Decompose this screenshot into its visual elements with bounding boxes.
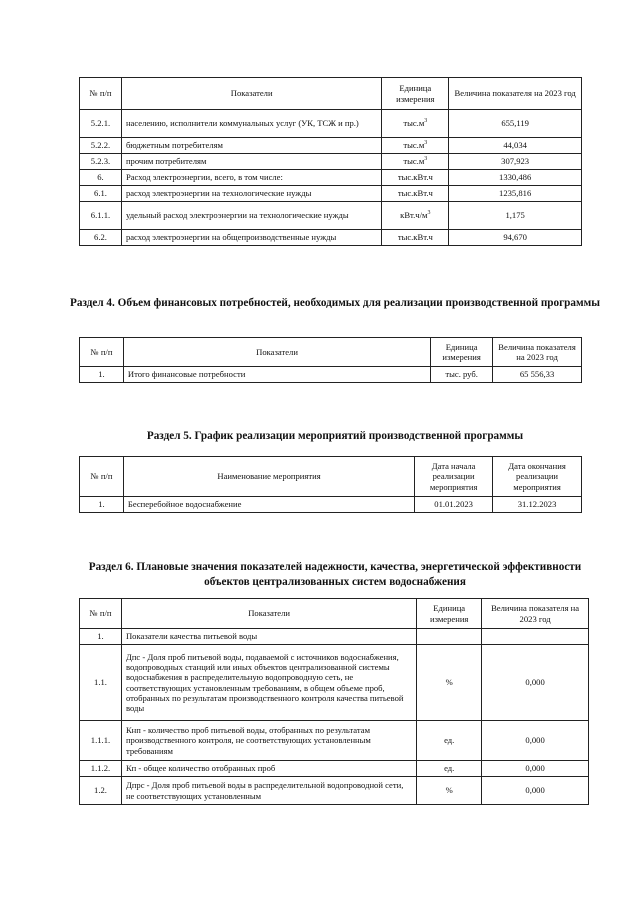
row-num: 1.1. [80, 645, 122, 721]
row-unit: ед. [417, 761, 482, 777]
row-num: 1.1.2. [80, 761, 122, 777]
section-5-title: Раздел 5. График реализации мероприятий производственной программы [146, 430, 524, 442]
row-name: Дпрс - Доля проб питьевой воды в распределительной водопроводной сети, не соответствующих установленным [121, 777, 416, 805]
table-row [80, 186, 582, 202]
row-num: 5.2.2. [80, 138, 122, 154]
row-name: Расход электроэнергии, всего, в том числе: [121, 170, 381, 186]
table-row [80, 110, 582, 138]
row-name: бюджетным потребителям [121, 138, 381, 154]
row-num: 1.2. [80, 777, 122, 805]
table-row [80, 154, 582, 170]
row-value: 655,119 [449, 110, 582, 138]
row-name: Итого финансовые потребности [123, 367, 430, 383]
table-row [80, 497, 582, 513]
row-name: прочим потребителям [121, 154, 381, 170]
row-value: 307,923 [449, 154, 582, 170]
table-row [80, 629, 589, 645]
row-num: 1. [80, 629, 122, 645]
row-unit: $тыс.м^3$ [382, 138, 449, 154]
row-value: 1235,816 [449, 186, 582, 202]
financial-needs-table [79, 337, 582, 383]
table-row [80, 230, 582, 246]
col-indicator-header: Показатели [121, 78, 381, 110]
row-value: 0,000 [482, 645, 589, 721]
table-row [80, 721, 589, 761]
row-num: 1.1.1. [80, 721, 122, 761]
row-num: 5.2.1. [80, 110, 122, 138]
row-value: 94,670 [449, 230, 582, 246]
row-value: 0,000 [482, 761, 589, 777]
row-value: 1330,486 [449, 170, 582, 186]
row-unit: тыс.кВт.ч [382, 186, 449, 202]
col-indicator-header: Показатели [121, 599, 416, 629]
row-num: 5.2.3. [80, 154, 122, 170]
row-unit: тыс.кВт.ч [382, 170, 449, 186]
table-header-row [80, 599, 589, 629]
row-value: 0,000 [482, 777, 589, 805]
row-num: 1. [80, 367, 124, 383]
row-unit: $тыс.м^3$ [382, 110, 449, 138]
table-row [80, 645, 589, 721]
row-unit: % [417, 645, 482, 721]
row-name: расход электроэнергии на общепроизводственные нужды [121, 230, 381, 246]
col-end-header: Дата окончания реализации мероприятия [493, 457, 582, 497]
row-num: 6. [80, 170, 122, 186]
table-row [80, 367, 582, 383]
row-unit: тыс. руб. [431, 367, 493, 383]
col-value-header: Величина показателя на 2023 год [449, 78, 582, 110]
row-unit: $тыс.м^3$ [382, 154, 449, 170]
col-num-header: № п/п [80, 457, 124, 497]
table-row [80, 761, 589, 777]
row-name: Кп - общее количество отобранных проб [121, 761, 416, 777]
col-indicator-header: Показатели [123, 338, 430, 367]
reliability-quality-table [79, 598, 589, 805]
row-num: 6.1.1. [80, 202, 122, 230]
row-value: 1,175 [449, 202, 582, 230]
col-value-header: Величина показателя на 2023 год [482, 599, 589, 629]
col-num-header: № п/п [80, 599, 122, 629]
col-unit-header: Единица измерения [382, 78, 449, 110]
table-header-row [80, 457, 582, 497]
col-event-header: Наименование мероприятия [123, 457, 414, 497]
col-num-header: № п/п [80, 338, 124, 367]
table-row [80, 202, 582, 230]
section-4-title: Раздел 4. Объем финансовых потребностей, необходимых для реализации производственной программы [70, 297, 600, 309]
schedule-table [79, 456, 582, 513]
col-unit-header: Единица измерения [431, 338, 493, 367]
table-header-row [80, 78, 582, 110]
section-6-title: Раздел 6. Плановые значения показателей надежности, качества, энергетической эффективности объектов централизованных систем водоснабжения [88, 561, 582, 588]
table-row [80, 777, 589, 805]
row-num: 6.1. [80, 186, 122, 202]
row-name: расход электроэнергии на технологические нужды [121, 186, 381, 202]
row-value: 0,000 [482, 721, 589, 761]
row-unit: % [417, 777, 482, 805]
row-end: 31.12.2023 [493, 497, 582, 513]
row-num: 1. [80, 497, 124, 513]
table-row [80, 138, 582, 154]
row-unit [417, 629, 482, 645]
row-unit: ед. [417, 721, 482, 761]
row-start: 01.01.2023 [415, 497, 493, 513]
row-value: 44,034 [449, 138, 582, 154]
table-header-row [80, 338, 582, 367]
indicators-table-continued [79, 77, 582, 246]
row-name: населению, исполнители коммунальных услуг (УК, ТСЖ и пр.) [121, 110, 381, 138]
row-num: 6.2. [80, 230, 122, 246]
col-unit-header: Единица измерения [417, 599, 482, 629]
row-unit: $кВт.ч/м^3$ [382, 202, 449, 230]
row-value [482, 629, 589, 645]
col-value-header: Величина показателя на 2023 год [493, 338, 582, 367]
table-row [80, 170, 582, 186]
row-name: Бесперебойное водоснабжение [123, 497, 414, 513]
row-unit: тыс.кВт.ч [382, 230, 449, 246]
row-name: Кнп - количество проб питьевой воды, отобранных по результатам производственного контроля, не соответствующих установленным требованиям [121, 721, 416, 761]
row-name: Показатели качества питьевой воды [121, 629, 416, 645]
col-num-header: № п/п [80, 78, 122, 110]
row-name: удельный расход электроэнергии на технологические нужды [121, 202, 381, 230]
row-value: 65 556,33 [493, 367, 582, 383]
col-start-header: Дата начала реализации мероприятия [415, 457, 493, 497]
row-name: Дпс - Доля проб питьевой воды, подаваемой с источников водоснабжения, водопроводных станций или иных объектов централизованной системы водоснабжения в распределительную водопроводную сеть, не соответствующих установленным требованиям, в общем объеме проб, отобранных по результатам производственного контроля качества питьевой воды [121, 645, 416, 721]
